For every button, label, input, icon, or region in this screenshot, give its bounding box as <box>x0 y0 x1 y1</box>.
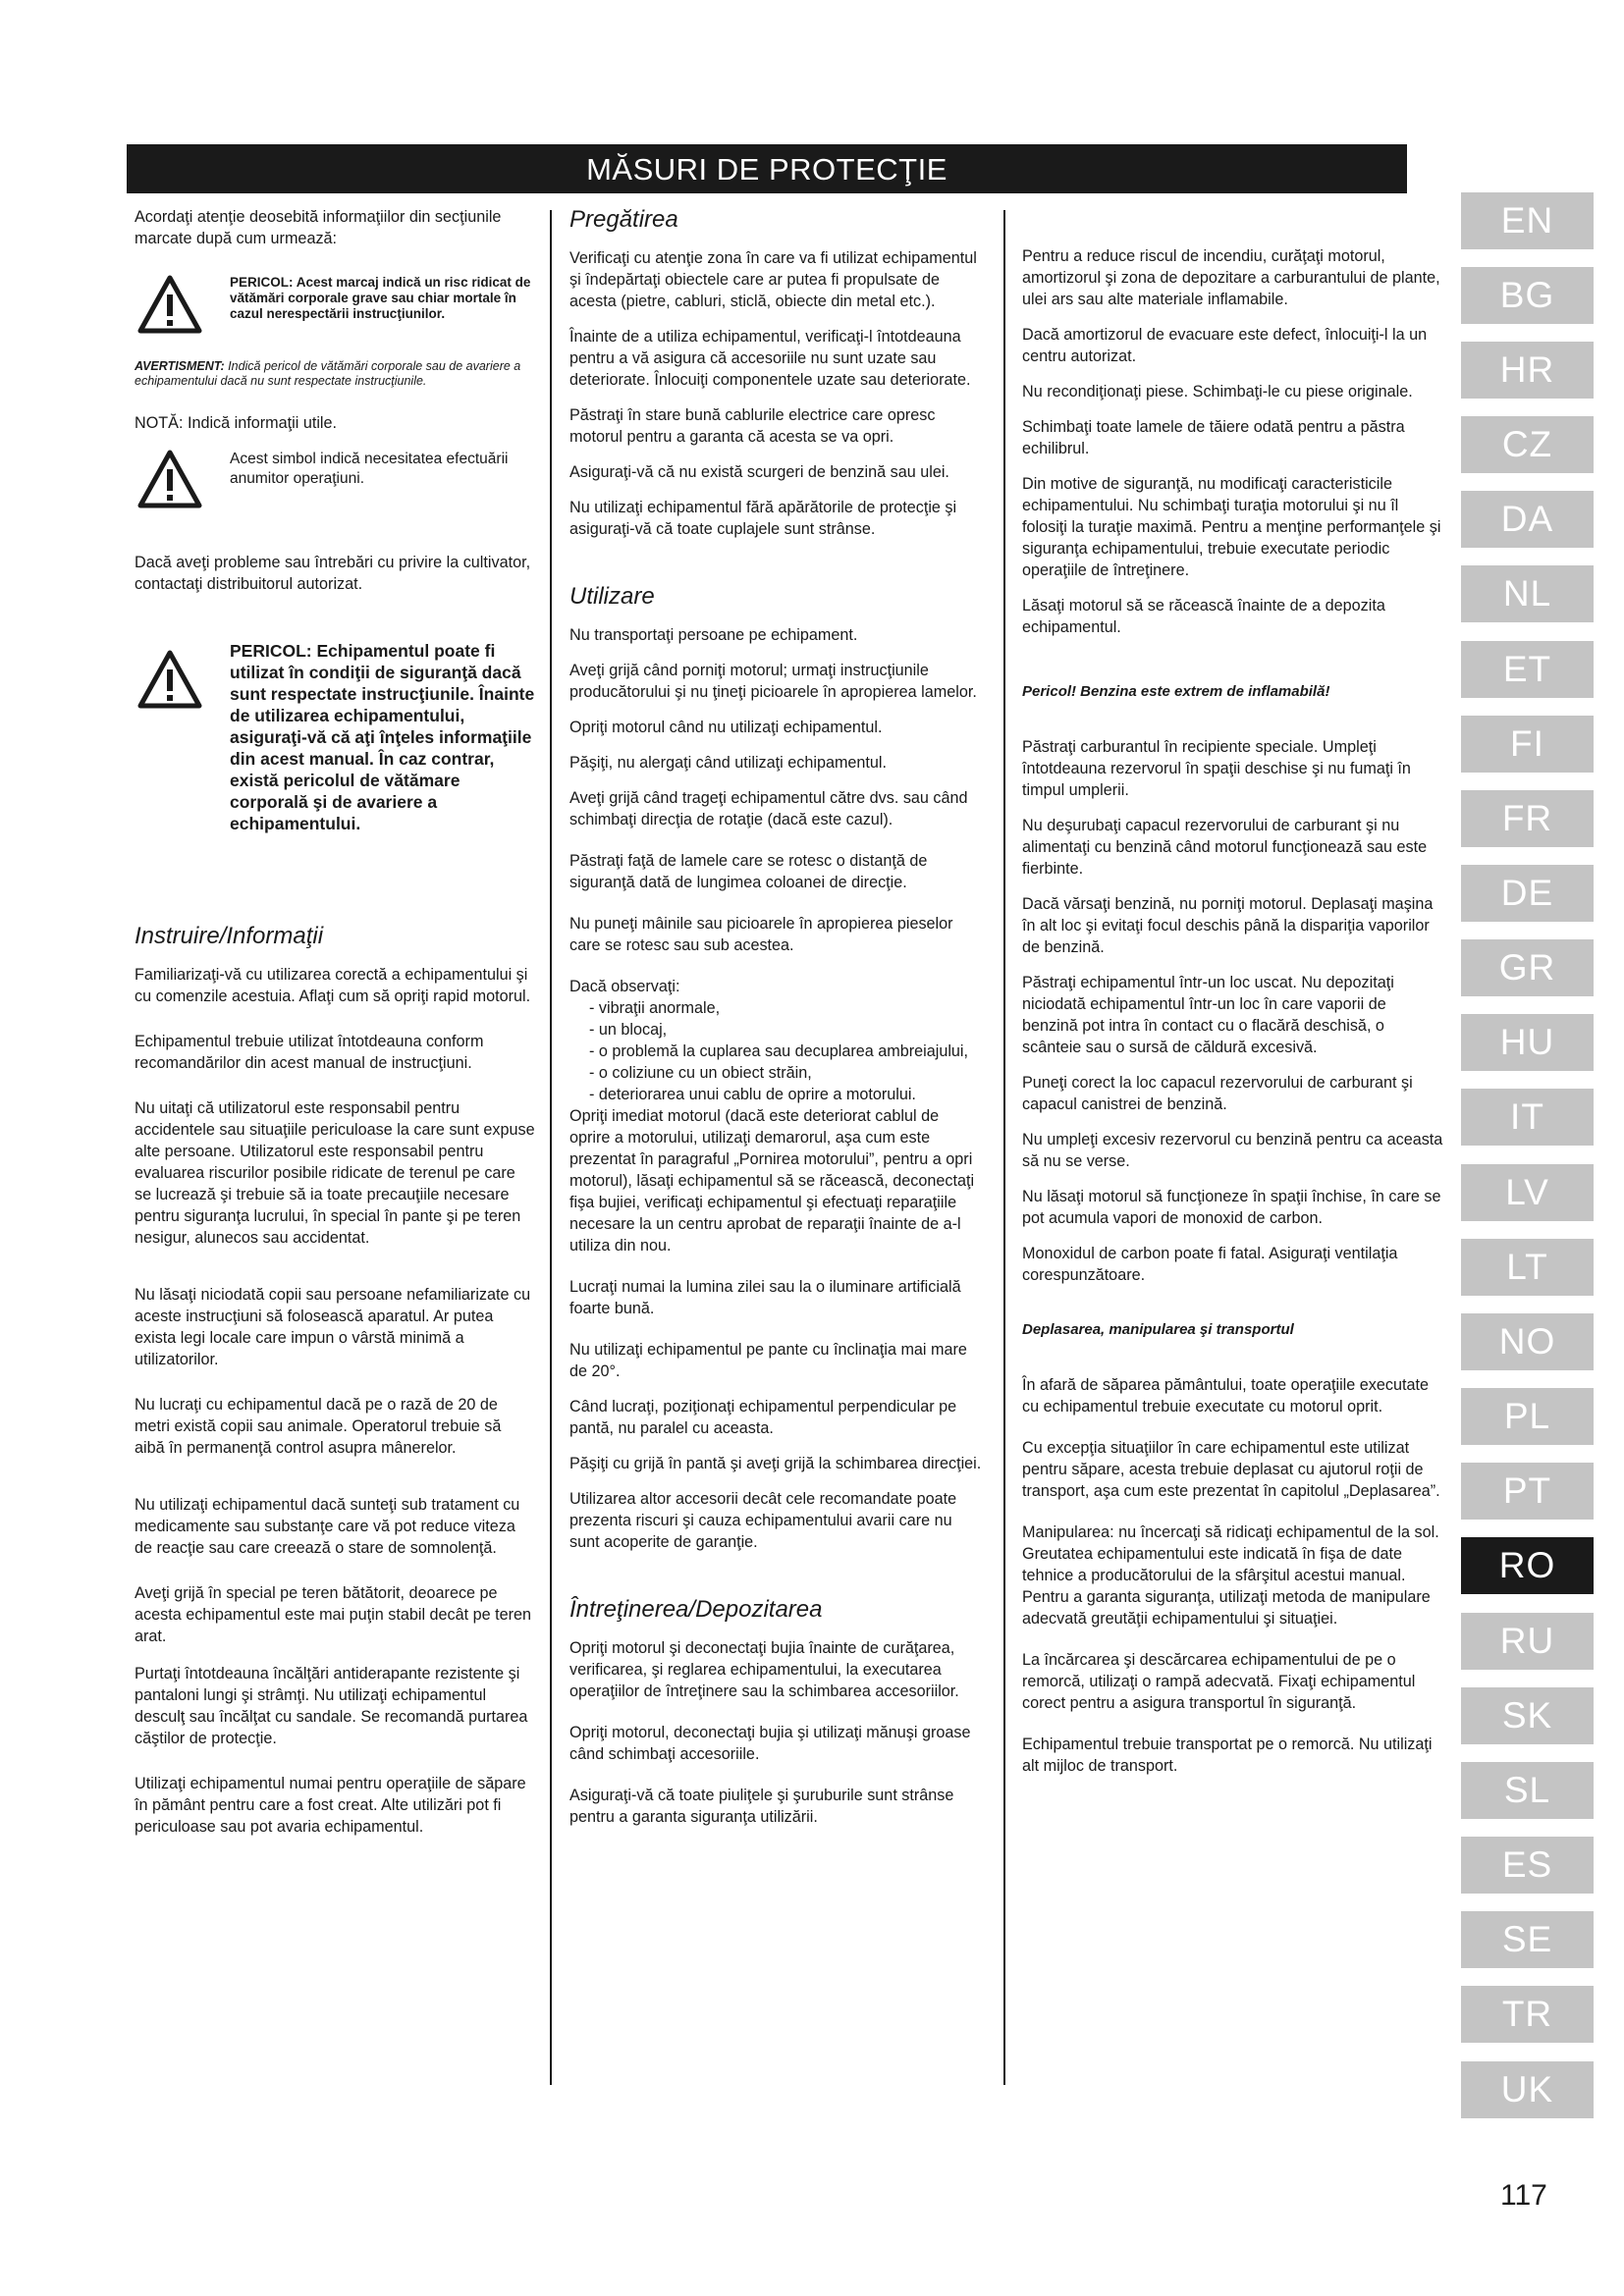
paragraph: Utilizaţi echipamentul numai pentru operaţiile de săpare în pământ pentru care a fost creat. Alte utilizări pot fi periculoase sau pot avaria echipamentul. <box>135 1775 526 1836</box>
lang-tab-es[interactable]: ES <box>1461 1837 1594 1894</box>
paragraph: Dacă vărsaţi benzină, nu porniţi motorul. Deplasaţi maşina în alt loc şi evitaţi focul deschis până la dispariţia vaporilor de benzină. <box>1022 895 1434 956</box>
lang-tab-sl[interactable]: SL <box>1461 1762 1594 1819</box>
paragraph: Păşiţi, nu alergaţi când utilizaţi echipamentul. <box>569 754 888 772</box>
paragraph: Utilizarea altor accesorii decât cele recomandate poate prezenta riscuri şi cauza echipamentului avarii care nu sunt acoperite de garanţie. <box>569 1490 957 1551</box>
list-item: - deteriorarea unui cablu de oprire a motorului. <box>589 1086 916 1103</box>
lang-tab-en[interactable]: EN <box>1461 192 1594 249</box>
lang-tab-it[interactable]: IT <box>1461 1089 1594 1146</box>
column-1 <box>135 206 535 1851</box>
column-2 <box>569 206 982 1842</box>
paragraph: Înainte de a utiliza echipamentul, verificaţi-l întotdeauna pentru a vă asigura că accesoriile nu sunt uzate sau deteriorate. Înlocuiţi componentele uzate sau deteriorate. <box>569 328 971 389</box>
warning-text: Indică pericol de vătămări corporale sau de avariere a echipamentului dacă nu sunt respectate instrucţiunile. <box>135 359 521 388</box>
intro-text: Acordaţi atenţie deosebită informaţiilor din secţiunile marcate după cum urmează: <box>135 208 502 247</box>
lang-tab-no[interactable]: NO <box>1461 1313 1594 1370</box>
danger-notice-text: PERICOL: Acest marcaj indică un risc ridicat de vătămări corporale grave sau chiar mortale în cazul nerespectării instrucţiunilor. <box>230 275 531 321</box>
lang-tab-gr[interactable]: GR <box>1461 939 1594 996</box>
warning-label: AVERTISMENT: <box>135 359 225 373</box>
paragraph: Păstraţi echipamentul într-un loc uscat. Nu depozitaţi niciodată echipamentul într-un loc în care vaporii de benzină pot intra în contact cu o flacără deschisă, o scânteie sau o sursă de căldură excesivă. <box>1022 974 1394 1056</box>
lang-tab-pl[interactable]: PL <box>1461 1388 1594 1445</box>
observation-list <box>569 997 982 1105</box>
paragraph: Schimbaţi toate lamele de tăiere odată pentru a păstra echilibrul. <box>1022 418 1405 457</box>
paragraph: Monoxidul de carbon poate fi fatal. Asiguraţi ventilaţia corespunzătoare. <box>1022 1245 1398 1284</box>
paragraph: Nu utilizaţi echipamentul pe pante cu înclinaţia mai mare de 20°. <box>569 1341 967 1380</box>
list-item: - o problemă la cuplarea sau decuplarea ambreiajului, <box>589 1042 969 1060</box>
paragraph: Din motive de siguranţă, nu modificaţi caracteristicile echipamentului. Nu schimbaţi turaţia motorului şi nu îl folosiţi la turaţie maximă. Pentru a menţine performanţele şi siguranţa echipamentului, trebuie executate periodic operaţiile de întreţinere. <box>1022 475 1441 579</box>
paragraph: Nu deşurubaţi capacul rezervorului de carburant şi nu alimentaţi cu benzină când motorul funcţionează sau este fierbinte. <box>1022 817 1428 878</box>
lang-tab-et[interactable]: ET <box>1461 641 1594 698</box>
lang-tab-tr[interactable]: TR <box>1461 1986 1594 2043</box>
paragraph: În afară de săparea pământului, toate operaţiile executate cu echipamentul trebuie executate cu motorul oprit. <box>1022 1376 1429 1415</box>
paragraph: Puneţi corect la loc capacul rezervorului de carburant şi capacul canistrei de benzină. <box>1022 1074 1413 1113</box>
paragraph: Dacă amortizorul de evacuare este defect, înlocuiţi-l la un centru autorizat. <box>1022 326 1428 365</box>
paragraph: Nu transportaţi persoane pe echipament. <box>569 626 858 644</box>
lang-tab-uk[interactable]: UK <box>1461 2061 1594 2118</box>
danger-notice <box>137 275 535 334</box>
paragraph: Pentru a reduce riscul de incendiu, curăţaţi motorul, amortizorul şi zona de depozitare a carburantului de plante, ulei ars sau alte materiale inflamabile. <box>1022 247 1440 308</box>
paragraph: Echipamentul trebuie utilizat întotdeauna conform recomandărilor din acest manual de instrucţiuni. <box>135 1033 484 1072</box>
danger-usage-text: PERICOL: Echipamentul poate fi utilizat în condiţii de siguranţă dacă sunt respectate instrucţiunile. Înainte de utilizarea echipamentului, asiguraţi-vă că aţi înţeles informaţiile din acest manual. În caz contrar, există pericolul de vătămare corporală şi de avariere a echipamentului. <box>230 641 535 833</box>
symbol-notice <box>137 450 535 508</box>
lang-tab-lt[interactable]: LT <box>1461 1239 1594 1296</box>
lang-tab-de[interactable]: DE <box>1461 865 1594 922</box>
section-title-transport: Deplasarea, manipularea şi transportul <box>1022 1321 1294 1338</box>
lang-tab-pt[interactable]: PT <box>1461 1463 1594 1520</box>
lang-tab-hr[interactable]: HR <box>1461 342 1594 399</box>
warning-triangle-icon <box>137 450 202 508</box>
paragraph: Nu utilizaţi echipamentul dacă sunteţi sub tratament cu medicamente sau substanţe care vă pot reduce viteza de reacţie sau care creează o stare de somnolenţă. <box>135 1496 520 1557</box>
lang-tab-da[interactable]: DA <box>1461 491 1594 548</box>
lang-tab-ru[interactable]: RU <box>1461 1613 1594 1670</box>
paragraph: Lucraţi numai la lumina zilei sau la o iluminare artificială foarte bună. <box>569 1278 961 1317</box>
lang-tab-sk[interactable]: SK <box>1461 1687 1594 1744</box>
list-item: - o coliziune cu un obiect străin, <box>589 1064 812 1082</box>
list-item: - vibraţii anormale, <box>589 999 721 1017</box>
paragraph: Nu recondiţionaţi piese. Schimbaţi-le cu piese originale. <box>1022 383 1413 400</box>
observation-block <box>569 976 982 1256</box>
paragraph: Nu utilizaţi echipamentul fără apărătorile de protecţie şi asiguraţi-vă că toate cuplajele sunt strânse. <box>569 499 957 538</box>
column-divider-left <box>550 210 552 2085</box>
lang-tab-bg[interactable]: BG <box>1461 267 1594 324</box>
observation-intro: Dacă observaţi: <box>569 978 680 995</box>
paragraph: Nu umpleţi excesiv rezervorul cu benzină pentru ca aceasta să nu se verse. <box>1022 1131 1443 1170</box>
paragraph: Păşiţi cu grijă în pantă şi aveţi grijă la schimbarea direcţiei. <box>569 1455 982 1472</box>
paragraph: Opriţi motorul şi deconectaţi bujia înainte de curăţarea, verificarea, şi reglarea echipamentului, la executarea operaţiilor de întreţinere sau la schimbarea accesoriilor. <box>569 1639 959 1700</box>
page-number: 117 <box>1500 2179 1547 2212</box>
paragraph: Opriţi motorul, deconectaţi bujia şi utilizaţi mănuşi groase când schimbaţi accesoriile. <box>569 1724 971 1763</box>
paragraph: Păstraţi carburantul în recipiente speciale. Umpleţi întotdeauna rezervorul în spaţii deschise şi nu fumaţi în timpul umplerii. <box>1022 738 1411 799</box>
paragraph: Familiarizaţi-vă cu utilizarea corectă a echipamentului şi cu comenzile acestuia. Aflaţi cum să opriţi rapid motorul. <box>135 966 531 1005</box>
paragraph: Nu puneţi mâinile sau picioarele în apropierea pieselor care se rotesc sau sub acestea. <box>569 915 953 954</box>
lang-tab-fr[interactable]: FR <box>1461 790 1594 847</box>
paragraph: Păstraţi faţă de lamele care se rotesc o distanţă de siguranţă dată de lungimea coloanei de direcţie. <box>569 852 928 891</box>
paragraph: Păstraţi în stare bună cablurile electrice care opresc motorul pentru a garanta că acesta se va opri. <box>569 406 936 446</box>
warning-note <box>135 359 535 389</box>
paragraph: La încărcarea şi descărcarea echipamentului de pe o remorcă, utilizaţi o rampă adecvată. Fixaţi echipamentul corect pentru a asigura transportul în siguranţă. <box>1022 1651 1416 1712</box>
section-title-instruire: Instruire/Informaţii <box>135 923 324 949</box>
lang-tab-hu[interactable]: HU <box>1461 1014 1594 1071</box>
paragraph: Verificaţi cu atenţie zona în care va fi utilizat echipamentul şi îndepărtaţi obiectele care ar putea fi propulsate de acesta (pietre, cabluri, sticlă, obiecte din metal etc.). <box>569 249 977 310</box>
paragraph: Purtaţi întotdeauna încălţări antiderapante rezistente şi pantaloni lungi şi strâmţi. Nu utilizaţi echipamentul desculţ sau încălţat cu sandale. Se recomandă purtarea căştilor de protecţie. <box>135 1665 528 1747</box>
paragraph: Aveţi grijă când porniţi motorul; urmaţi instrucţiunile producătorului şi nu ţineţi picioarele în apropierea lamelor. <box>569 662 977 701</box>
paragraph: Echipamentul trebuie transportat pe o remorcă. Nu utilizaţi alt mijloc de transport. <box>1022 1735 1433 1775</box>
paragraph: Opriţi motorul când nu utilizaţi echipamentul. <box>569 719 883 736</box>
symbol-notice-text: Acest simbol indică necesitatea efectuării anumitor operaţiuni. <box>230 451 509 487</box>
lang-tab-cz[interactable]: CZ <box>1461 416 1594 473</box>
lang-tab-nl[interactable]: NL <box>1461 565 1594 622</box>
paragraph: Nu lăsaţi niciodată copii sau persoane nefamiliarizate cu aceste instrucţiuni să folosească aparatul. Ar putea exista legi locale care impun o vârstă minimă a utilizatorilor. <box>135 1286 531 1368</box>
paragraph: Nu lucraţi cu echipamentul dacă pe o rază de 20 de metri există copii sau animale. Operatorul trebuie să aibă în permanenţă control asupra mânerelor. <box>135 1396 502 1457</box>
column-3 <box>1022 245 1444 1790</box>
section-title-utilizare: Utilizare <box>569 583 655 610</box>
note-text: NOTĂ: Indică informaţii utile. <box>135 414 338 432</box>
paragraph: Aveţi grijă în special pe teren bătătorit, deoarece pe acesta echipamentul este mai puţin stabil decât pe teren arat. <box>135 1584 532 1645</box>
lang-tab-se[interactable]: SE <box>1461 1911 1594 1968</box>
lang-tab-fi[interactable]: FI <box>1461 716 1594 773</box>
paragraph: Manipularea: nu încercaţi să ridicaţi echipamentul de la sol. Greutatea echipamentului este indicată în fişa de date tehnice a producătorului de la sfârşitul acestui manual. Pentru a garanta siguranţa, utilizaţi metoda de manipulare adecvată greutăţii echipamentului şi situaţiei. <box>1022 1523 1439 1628</box>
section-title-fuel-danger: Pericol! Benzina este extrem de inflamabilă! <box>1022 683 1330 700</box>
section-title-pregatirea: Pregătirea <box>569 206 678 233</box>
paragraph: Lăsaţi motorul să se răcească înainte de a depozita echipamentul. <box>1022 597 1385 636</box>
problems-text: Dacă aveţi probleme sau întrebări cu privire la cultivator, contactaţi distribuitorul autorizat. <box>135 554 531 593</box>
paragraph: Când lucraţi, poziţionaţi echipamentul perpendicular pe pantă, nu paralel cu aceasta. <box>569 1398 957 1437</box>
danger-usage-notice <box>137 640 535 834</box>
paragraph: Nu uitaţi că utilizatorul este responsabil pentru accidentele sau situaţiile periculoase la care sunt expuse alte persoane. Utilizatorul este responsabil pentru evaluarea riscurilor posibile ridicate de terenul pe care se lucrează şi trebuie să ia toate precauţiile necesare pentru siguranţa lucrului, în special în pante şi pe teren nesigur, alunecos sau accidentat. <box>135 1099 535 1247</box>
paragraph: Asiguraţi-vă că toate piuliţele şi şuruburile sunt strânse pentru a garanta siguranţa utilizării. <box>569 1787 954 1826</box>
column-divider-right <box>1003 210 1005 2085</box>
page-title: MĂSURI DE PROTECŢIE <box>127 144 1407 193</box>
section-title-intretinerea: Întreţinerea/Depozitarea <box>569 1596 823 1623</box>
paragraph: Cu excepţia situaţiilor în care echipamentul este utilizat pentru săpare, acesta trebuie deplasat cu ajutorul roţii de transport, aşa cum este prezentat în capitolul „Deplasarea”. <box>1022 1439 1440 1500</box>
warning-triangle-icon <box>137 275 202 334</box>
warning-triangle-icon <box>137 650 202 709</box>
list-item: - un blocaj, <box>589 1021 668 1039</box>
lang-tab-ro[interactable]: RO <box>1461 1537 1594 1594</box>
paragraph: Nu lăsaţi motorul să funcţioneze în spaţii închise, în care se pot acumula vapori de monoxid de carbon. <box>1022 1188 1441 1227</box>
paragraph: Aveţi grijă când trageţi echipamentul către dvs. sau când schimbaţi direcţia de rotaţie (dacă este cazul). <box>569 789 968 828</box>
observation-action: Opriţi imediat motorul (dacă este deteriorat cablul de oprire a motorului, utilizaţi demarorul, aşa cum este prezentat în paragraful „Pornirea motorului”, pentru a opri motorul), lăsaţi echipamentul să se răcească, deconectaţi fişa bujiei, verificaţi echipamentul şi efectuaţi reparaţiile necesare la un centru aprobat de reparaţii înainte de a-l utiliza din nou. <box>569 1107 975 1255</box>
paragraph: Asiguraţi-vă că nu există scurgeri de benzină sau ulei. <box>569 463 949 481</box>
lang-tab-lv[interactable]: LV <box>1461 1164 1594 1221</box>
